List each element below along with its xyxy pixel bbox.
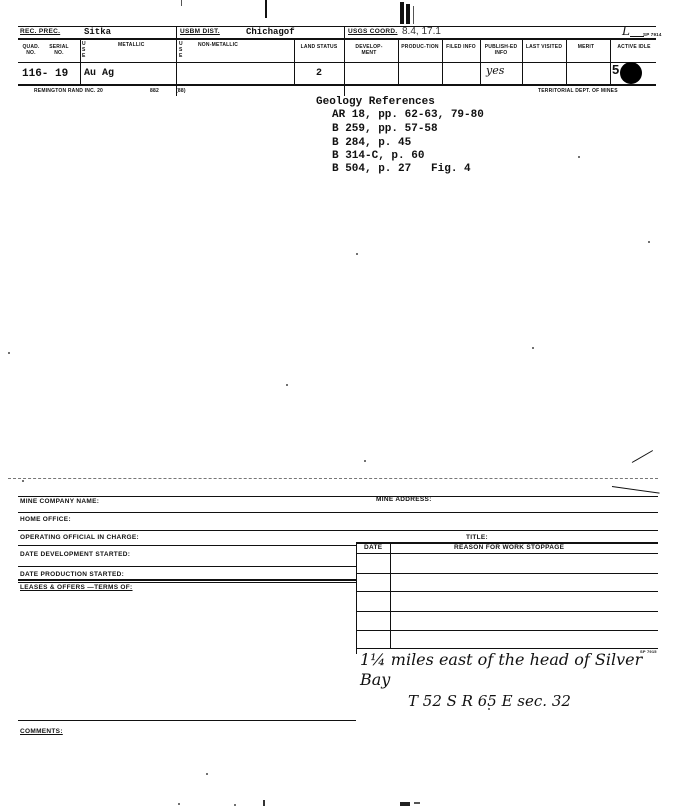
operating-official-label: OPERATING OFFICIAL IN CHARGE: — [20, 534, 139, 541]
col-use-2: USE — [179, 41, 183, 59]
col-serial-no: SERIAL NO. — [49, 44, 69, 56]
date-col-header: DATE — [364, 544, 383, 551]
leases-label: LEASES & OFFERS —TERMS OF: — [20, 584, 133, 591]
quad-serial-value: 116- 19 — [22, 68, 69, 80]
note-line-2: Bay — [360, 670, 391, 689]
title-label: TITLE: — [466, 534, 489, 541]
rec-prec-label: REC. PREC. — [20, 28, 61, 35]
reason-col-header: REASON FOR WORK STOPPAGE — [454, 544, 565, 551]
top-bar-1 — [265, 0, 267, 18]
home-office-label: HOME OFFICE: — [20, 516, 71, 523]
col-merit: MERIT — [577, 44, 595, 50]
merit-value: 5 — [612, 62, 620, 77]
small-form-code: SP 7915 — [640, 649, 657, 654]
col-metallic: METALLIC — [118, 42, 145, 48]
corner-stroke-2 — [612, 486, 660, 494]
usbm-dist-label: USBM DIST. — [180, 28, 220, 35]
code-1: 882 — [150, 88, 159, 94]
land-status-value: 2 — [316, 68, 323, 79]
geology-ref-3: B 284, p. 45 — [332, 137, 412, 149]
bottom-mark-3 — [414, 802, 420, 804]
date-production-label: DATE PRODUCTION STARTED: — [20, 571, 125, 578]
col-production: PRODUC-TION — [401, 44, 439, 50]
geology-ref-4: B 314-C, p. 60 — [332, 150, 425, 162]
geology-ref-5: B 504, p. 27 Fig. 4 — [332, 163, 471, 175]
geology-ref-1: AR 18, pp. 62-63, 79-80 — [332, 109, 484, 121]
top-bar-3 — [406, 4, 410, 24]
top-mark — [181, 0, 182, 6]
col-quad-no: QUAD. NO. — [22, 44, 40, 56]
code-2: (88) — [176, 88, 186, 94]
form-number: SP 7914 — [643, 32, 662, 37]
col-non-metallic: NON-METALLIC — [198, 42, 239, 48]
col-active-idle: ACTIVE IDLE — [617, 44, 651, 50]
usgs-coord-label: USGS COORD. — [348, 28, 398, 35]
top-bar-4 — [413, 6, 414, 24]
published-info-value: yes — [486, 64, 505, 77]
col-land-status: LAND STATUS — [300, 44, 338, 50]
corner-stroke — [632, 450, 653, 463]
col-use-1: USE — [82, 41, 86, 59]
bottom-mark-1 — [263, 800, 265, 806]
col-development: DEVELOP-MENT — [355, 44, 383, 56]
geology-title: Geology References — [316, 96, 435, 108]
col-filed-info: FILED INFO — [446, 44, 476, 50]
col-published-info: PUBLISH-ED INFO — [484, 44, 518, 56]
scan-smudge — [8, 478, 658, 479]
date-development-label: DATE DEVELOPMENT STARTED: — [20, 551, 131, 558]
mine-address-label: MINE ADDRESS: — [376, 496, 432, 503]
bottom-mark-2 — [400, 802, 410, 806]
dept-name: TERRITORIAL DEPT. OF MINES — [538, 88, 618, 94]
rec-prec-value: Sitka — [84, 27, 112, 37]
note-line-1: 1¼ miles east of the head of Silver — [360, 650, 643, 669]
mine-company-label: MINE COMPANY NAME: — [20, 498, 100, 505]
printer-code: REMINGTON RAND INC. 20 — [34, 88, 104, 94]
active-idle-dot — [620, 62, 642, 84]
col-last-visited: LAST VISITED — [525, 44, 563, 50]
comments-label: COMMENTS: — [20, 728, 63, 735]
corner-underline — [630, 36, 644, 37]
usbm-dist-value: Chichagof — [246, 27, 295, 37]
metallic-value: Au Ag — [84, 68, 115, 79]
corner-letter: L — [622, 24, 630, 38]
usgs-coord-value: 8.4, 17.1 — [402, 26, 441, 37]
note-line-3: T 52 S R 65 E sec. 32 — [408, 692, 571, 710]
geology-ref-2: B 259, pp. 57-58 — [332, 123, 438, 135]
top-bar-2 — [400, 2, 404, 24]
